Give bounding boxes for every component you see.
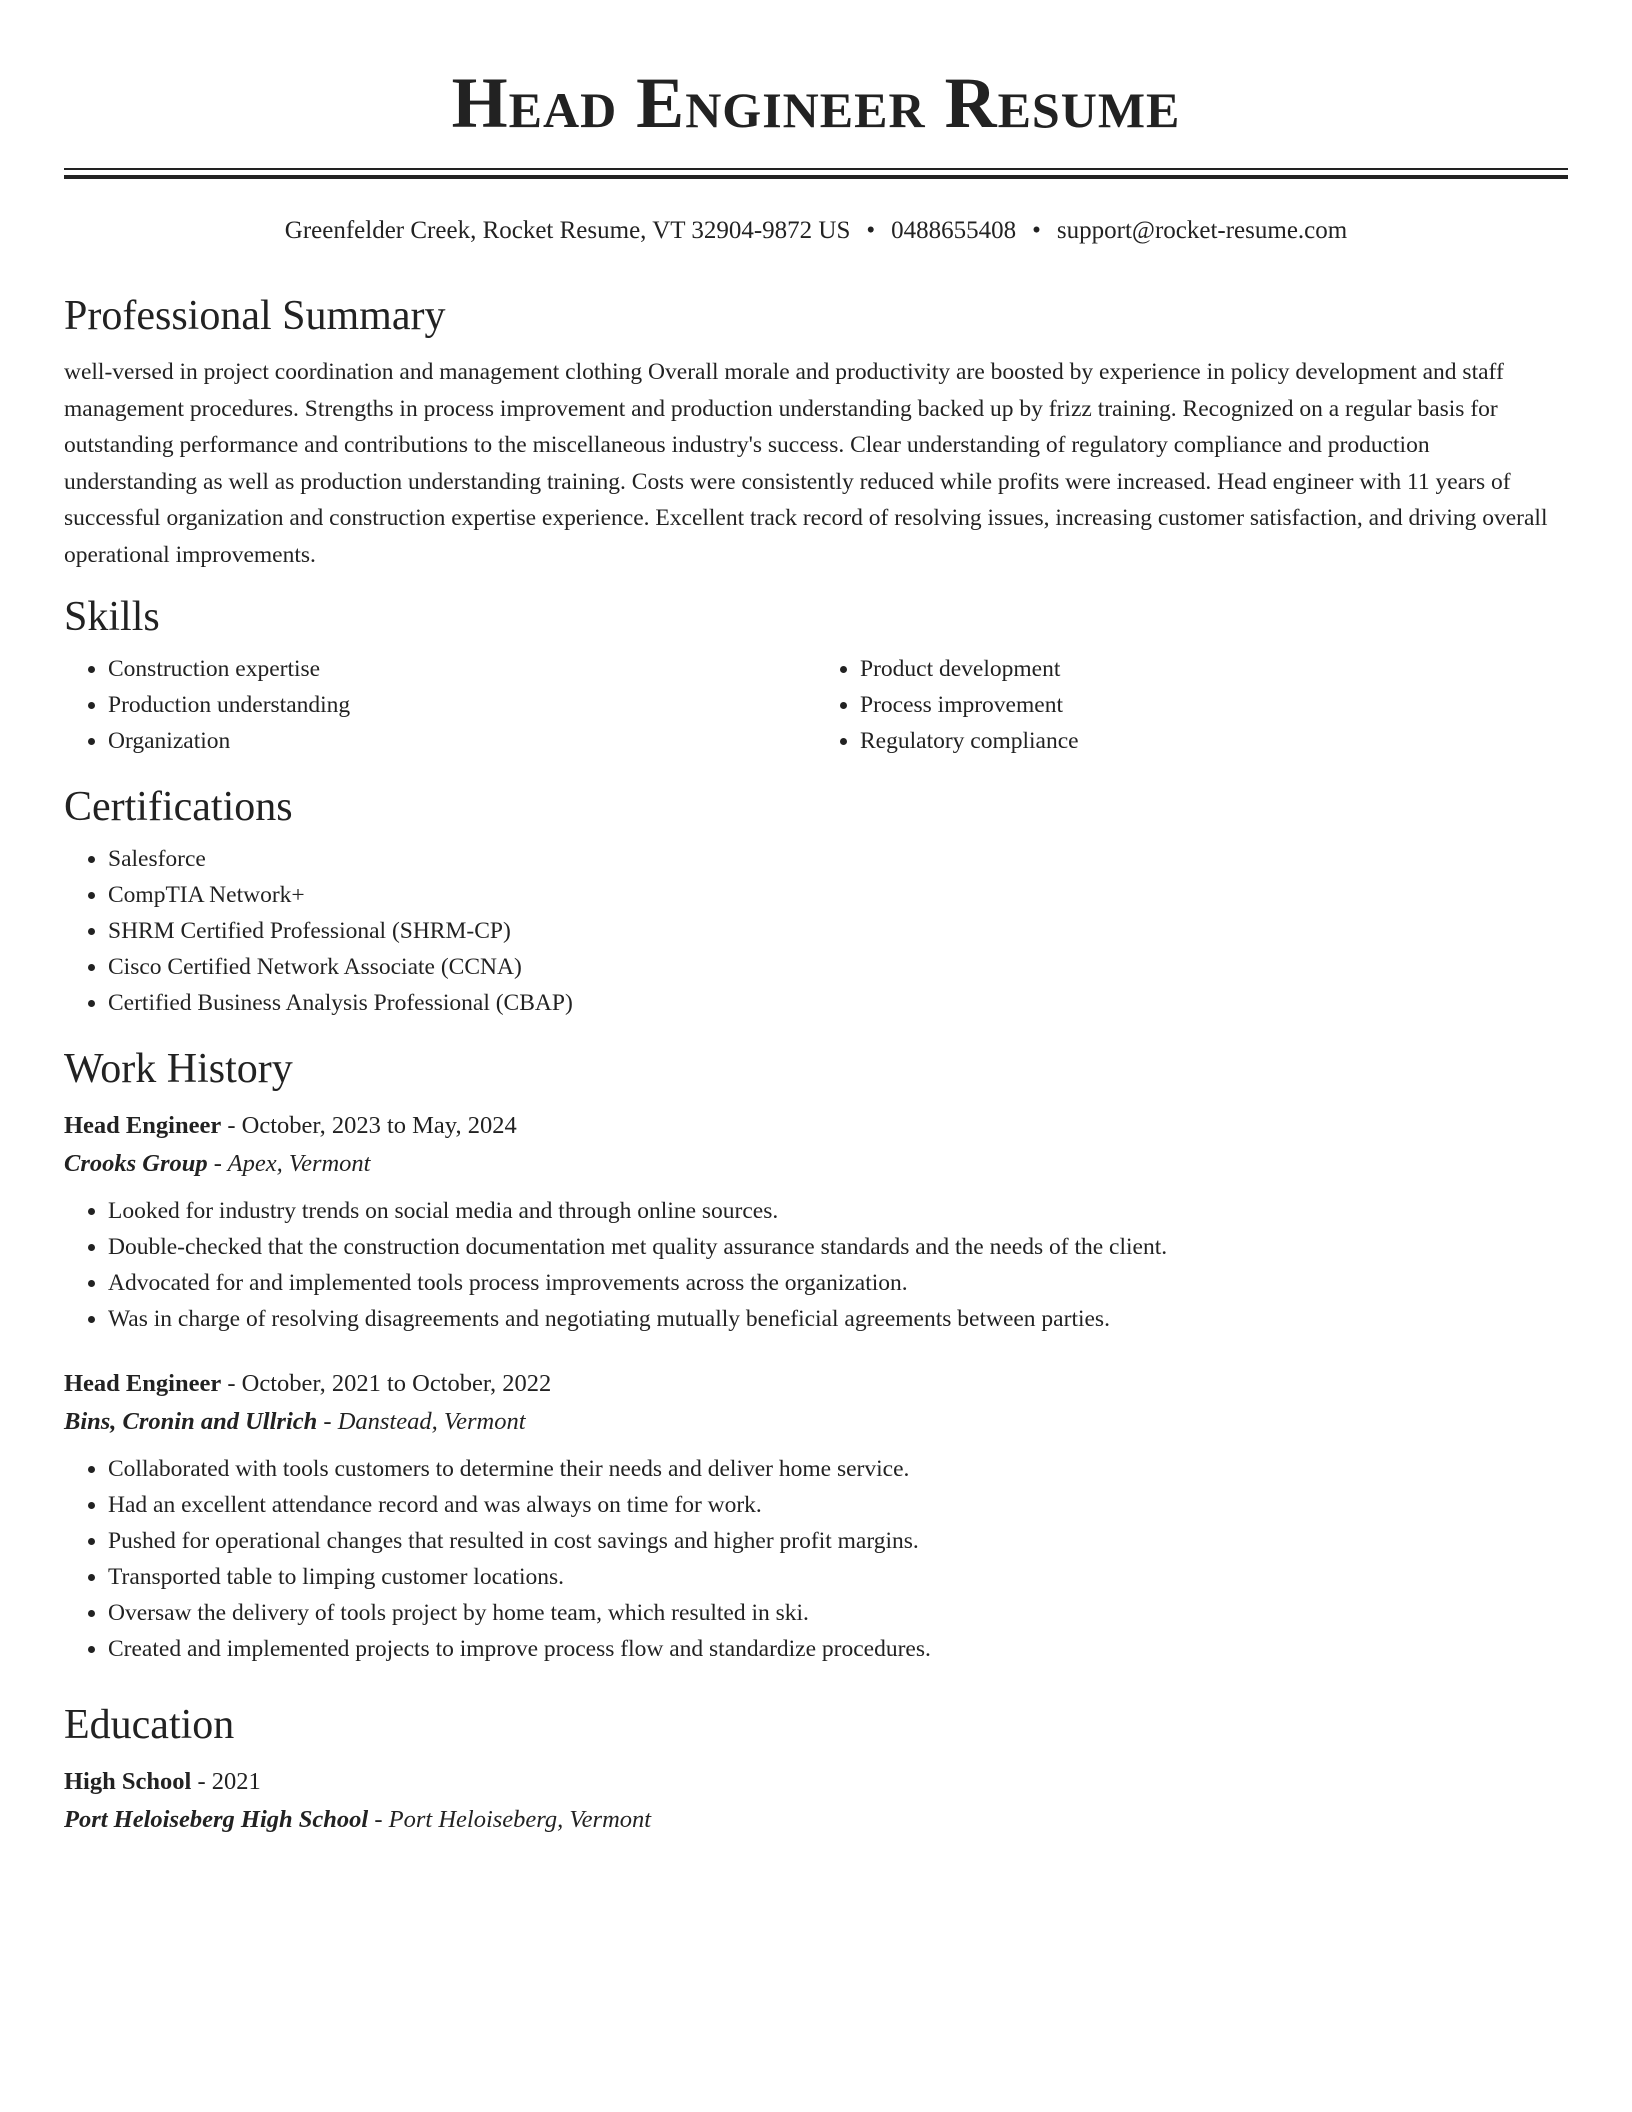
summary-text: well-versed in project coordination and management clothing Overall morale and productivity are boosted by experience in policy development and staff management procedures. Strengths in process improvement and production understanding backed up by frizz training. Recognized on a regular basis for outstanding performance and contributions to the miscellaneous industry's success. Clear understanding of regulatory compliance and production understanding as well as production understanding training. Costs were consistently reduced while profits were increased. Head engineer with 11 years of successful organization and construction expertise experience. Excellent track record of resolving issues, increasing customer satisfaction, and driving overall operational improvements. [64, 359, 1548, 568]
job-employer [64, 1403, 1568, 1441]
certification-item: • SHRM Certified Professional (SHRM-CP) [108, 913, 1568, 949]
skill-item: • Regulatory compliance [860, 723, 1568, 759]
job-heading [64, 1365, 1568, 1403]
contact-phone: 0488655408 [891, 217, 1017, 244]
title-divider-thin [64, 168, 1568, 170]
contact-line [64, 214, 1568, 248]
contact-separator: • [866, 217, 876, 244]
dash: - [221, 1112, 242, 1139]
job-bullet: • Collaborated with tools customers to determine their needs and deliver home service. [108, 1451, 1568, 1487]
certifications-section [64, 777, 1568, 1021]
certifications-list [64, 841, 1568, 1021]
dash: - [317, 1408, 338, 1435]
certification-item: • CompTIA Network+ [108, 877, 1568, 913]
education-year: 2021 [211, 1768, 261, 1795]
job-bullet: • Looked for industry trends on social media and through online sources. [108, 1193, 1568, 1229]
skills-section [64, 587, 1568, 777]
job-entry [64, 1365, 1568, 1667]
education-heading: Education [64, 1702, 235, 1748]
job-company: Bins, Cronin and Ullrich [64, 1408, 318, 1435]
education-degree-line [64, 1763, 1568, 1801]
job-heading [64, 1107, 1568, 1145]
skill-item: • Construction expertise [108, 651, 816, 687]
job-bullets [64, 1193, 1568, 1337]
job-location: Danstead, Vermont [337, 1408, 526, 1435]
skill-item: • Process improvement [860, 687, 1568, 723]
job-employer [64, 1145, 1568, 1183]
education-degree: High School [64, 1768, 192, 1795]
job-bullets [64, 1451, 1568, 1667]
work-history-heading: Work History [64, 1046, 293, 1092]
skills-list-left [64, 651, 816, 759]
certification-item: • Cisco Certified Network Associate (CCNA) [108, 949, 1568, 985]
dash: - [221, 1370, 242, 1397]
certification-item: • Salesforce [108, 841, 1568, 877]
job-location: Apex, Vermont [227, 1150, 371, 1177]
skills-list-right [816, 651, 1568, 759]
job-bullet: • Was in charge of resolving disagreements and negotiating mutually beneficial agreements between parties. [108, 1301, 1568, 1337]
skills-columns [64, 647, 1568, 777]
dash: - [368, 1806, 389, 1833]
job-bullet: • Transported table to limping customer locations. [108, 1559, 1568, 1595]
title-divider-thick [64, 175, 1568, 179]
skill-item: • Organization [108, 723, 816, 759]
skill-item: • Product development [860, 651, 1568, 687]
resume-content [64, 286, 1568, 1839]
education-section [64, 1695, 1568, 1839]
job-dates: October, 2021 to October, 2022 [241, 1370, 552, 1397]
job-dates: October, 2023 to May, 2024 [241, 1112, 517, 1139]
certification-item: • Certified Business Analysis Professional (CBAP) [108, 985, 1568, 1021]
skills-heading: Skills [64, 594, 160, 640]
job-bullet: • Pushed for operational changes that resulted in cost savings and higher profit margins. [108, 1523, 1568, 1559]
education-school: Port Heloiseberg High School [64, 1806, 369, 1833]
job-entry [64, 1107, 1568, 1337]
education-location: Port Heloiseberg, Vermont [388, 1806, 652, 1833]
job-company: Crooks Group [64, 1150, 208, 1177]
contact-email: support@rocket-resume.com [1056, 217, 1348, 244]
job-bullet: • Had an excellent attendance record and was always on time for work. [108, 1487, 1568, 1523]
education-school-line [64, 1801, 1568, 1839]
work-history-section [64, 1039, 1568, 1667]
job-bullet: • Double-checked that the construction documentation met quality assurance standards and the needs of the client. [108, 1229, 1568, 1265]
skill-item: • Production understanding [108, 687, 816, 723]
contact-separator: • [1032, 217, 1041, 244]
summary-heading: Professional Summary [64, 293, 446, 339]
resume-title: Head Engineer Resume [451, 63, 1181, 143]
job-bullet: • Oversaw the delivery of tools project by home team, which resulted in ski. [108, 1595, 1568, 1631]
job-bullet: • Created and implemented projects to improve process flow and standardize procedures. [108, 1631, 1568, 1667]
job-title: Head Engineer [64, 1112, 222, 1139]
job-title: Head Engineer [64, 1370, 222, 1397]
certifications-heading: Certifications [64, 784, 293, 830]
dash: - [191, 1768, 212, 1795]
summary-section [64, 286, 1568, 573]
contact-address: Greenfelder Creek, Rocket Resume, VT 32904-9872 US [284, 217, 851, 244]
dash: - [207, 1150, 228, 1177]
job-bullet: • Advocated for and implemented tools process improvements across the organization. [108, 1265, 1568, 1301]
